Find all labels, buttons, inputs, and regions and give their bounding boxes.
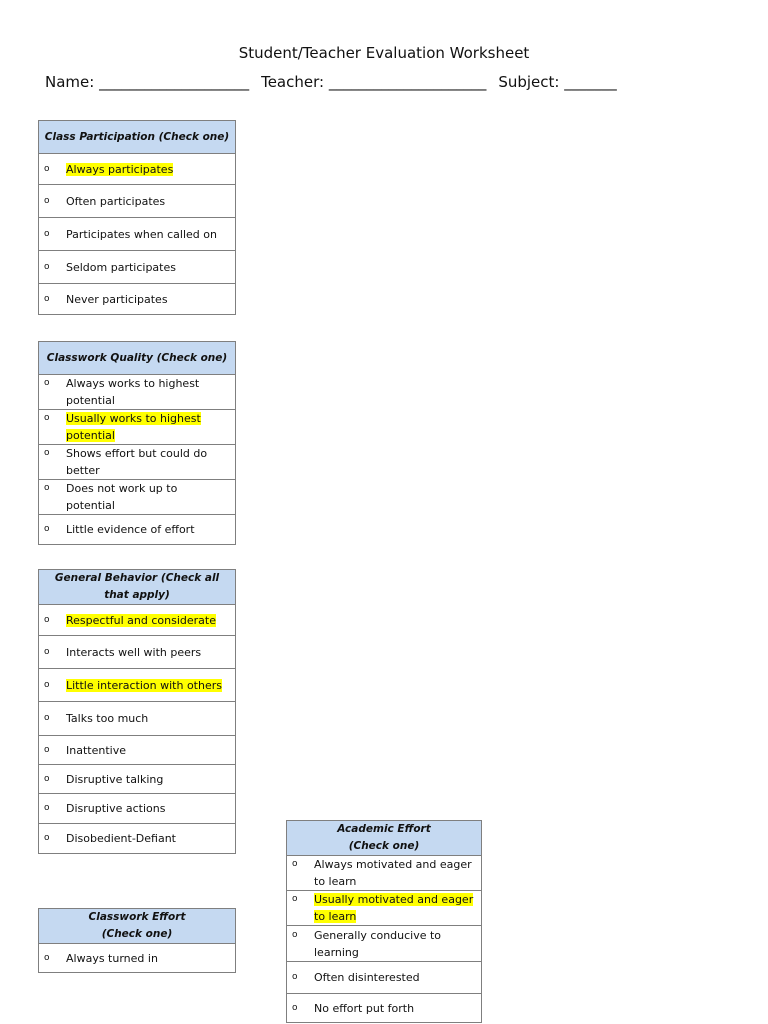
header-line-1: Academic Effort xyxy=(337,823,431,835)
checkbox-bullet-icon[interactable]: o xyxy=(44,524,50,534)
item-label: Little evidence of effort xyxy=(66,523,195,536)
table-header: Classwork Quality (Check one) xyxy=(39,342,236,375)
checkbox-bullet-icon[interactable]: o xyxy=(44,679,50,690)
checkbox-bullet-icon[interactable]: o xyxy=(44,195,50,206)
checkbox-bullet-icon[interactable]: o xyxy=(44,614,50,625)
list-item[interactable] xyxy=(287,926,482,962)
item-label: No effort put forth xyxy=(314,1001,415,1015)
list-item[interactable] xyxy=(39,410,236,445)
list-item[interactable] xyxy=(39,515,236,545)
list-item[interactable] xyxy=(39,824,236,854)
list-item[interactable] xyxy=(39,669,236,702)
checkbox-bullet-icon[interactable]: o xyxy=(292,1002,298,1013)
item-label: Usually motivated and eager to learn xyxy=(314,893,474,923)
item-label: Generally conducive to learning xyxy=(314,928,442,959)
checkbox-bullet-icon[interactable]: o xyxy=(44,833,50,843)
item-label: Always turned in xyxy=(66,951,158,965)
list-item[interactable] xyxy=(39,702,236,736)
checkbox-bullet-icon[interactable]: o xyxy=(44,803,50,813)
list-item[interactable] xyxy=(39,218,236,251)
checkbox-bullet-icon[interactable]: o xyxy=(44,293,50,304)
item-label: Disruptive actions xyxy=(66,802,166,815)
worksheet-title: Student/Teacher Evaluation Worksheet xyxy=(238,44,530,62)
list-item[interactable] xyxy=(39,445,236,480)
checkbox-bullet-icon[interactable]: o xyxy=(44,744,50,755)
checkbox-bullet-icon[interactable]: o xyxy=(292,929,298,940)
subject-field[interactable]: Subject: _______ xyxy=(498,73,617,91)
list-item[interactable] xyxy=(287,891,482,926)
name-field[interactable]: Name: ____________________ xyxy=(45,73,250,91)
checkbox-bullet-icon[interactable]: o xyxy=(44,713,50,723)
general-behavior-table xyxy=(38,569,236,854)
list-item[interactable] xyxy=(39,605,236,636)
list-item[interactable] xyxy=(39,251,236,284)
checkbox-bullet-icon[interactable]: o xyxy=(44,261,50,272)
item-label: Seldom participates xyxy=(66,260,176,274)
header-line-1: Classwork Effort xyxy=(88,911,186,923)
header-line-2: (Check one) xyxy=(348,840,420,852)
item-label: Never participates xyxy=(66,292,168,306)
checkbox-bullet-icon[interactable]: o xyxy=(44,483,50,493)
table-header xyxy=(287,821,482,856)
checkbox-bullet-icon[interactable]: o xyxy=(292,859,298,869)
table-header: Class Participation (Check one) xyxy=(39,121,236,154)
classwork-effort-table xyxy=(38,908,236,973)
list-item[interactable] xyxy=(39,794,236,824)
item-label: Talks too much xyxy=(66,712,149,725)
list-item[interactable] xyxy=(39,944,236,973)
item-label: Always participates xyxy=(66,162,174,176)
item-label: Shows effort but could do better xyxy=(66,447,208,477)
item-label: Often disinterested xyxy=(314,971,420,984)
item-label: Often participates xyxy=(66,194,166,208)
list-item[interactable] xyxy=(39,636,236,669)
list-item[interactable] xyxy=(39,185,236,218)
teacher-field[interactable]: Teacher: _____________________ xyxy=(261,73,487,91)
list-item[interactable] xyxy=(39,480,236,515)
item-label: Respectful and considerate xyxy=(66,613,216,627)
item-label: Always works to highest potential xyxy=(66,377,200,407)
checkbox-bullet-icon[interactable]: o xyxy=(44,952,50,963)
header-fields xyxy=(45,73,629,91)
item-label: Disruptive talking xyxy=(66,772,164,786)
checkbox-bullet-icon[interactable]: o xyxy=(44,413,50,423)
list-item[interactable] xyxy=(287,994,482,1023)
item-label: Interacts well with peers xyxy=(66,645,202,659)
list-item[interactable] xyxy=(287,856,482,891)
item-label: Participates when called on xyxy=(66,227,217,241)
item-label: Little interaction with others xyxy=(66,678,222,692)
academic-effort-table xyxy=(286,820,482,1023)
checkbox-bullet-icon[interactable]: o xyxy=(44,378,50,388)
item-label: Usually works to highest potential xyxy=(66,412,201,442)
checkbox-bullet-icon[interactable]: o xyxy=(44,646,50,657)
checkbox-bullet-icon[interactable]: o xyxy=(44,448,50,458)
table-header: General Behavior (Check all that apply) xyxy=(39,570,236,605)
item-label: Always motivated and eager to learn xyxy=(314,858,472,888)
list-item[interactable] xyxy=(39,736,236,765)
checkbox-bullet-icon[interactable]: o xyxy=(44,773,50,784)
class-participation-table xyxy=(38,120,236,315)
item-label: Disobedient-Defiant xyxy=(66,832,176,845)
list-item[interactable] xyxy=(39,154,236,185)
table-header xyxy=(39,909,236,944)
checkbox-bullet-icon[interactable]: o xyxy=(292,894,298,904)
list-item[interactable] xyxy=(39,765,236,794)
classwork-quality-table xyxy=(38,341,236,545)
checkbox-bullet-icon[interactable]: o xyxy=(44,163,50,174)
list-item[interactable] xyxy=(39,375,236,410)
item-label: Inattentive xyxy=(66,743,126,757)
checkbox-bullet-icon[interactable]: o xyxy=(292,972,298,982)
list-item[interactable] xyxy=(39,284,236,315)
item-label: Does not work up to potential xyxy=(66,482,178,512)
header-line-2: (Check one) xyxy=(101,928,173,940)
checkbox-bullet-icon[interactable]: o xyxy=(44,228,50,239)
list-item[interactable] xyxy=(287,962,482,994)
